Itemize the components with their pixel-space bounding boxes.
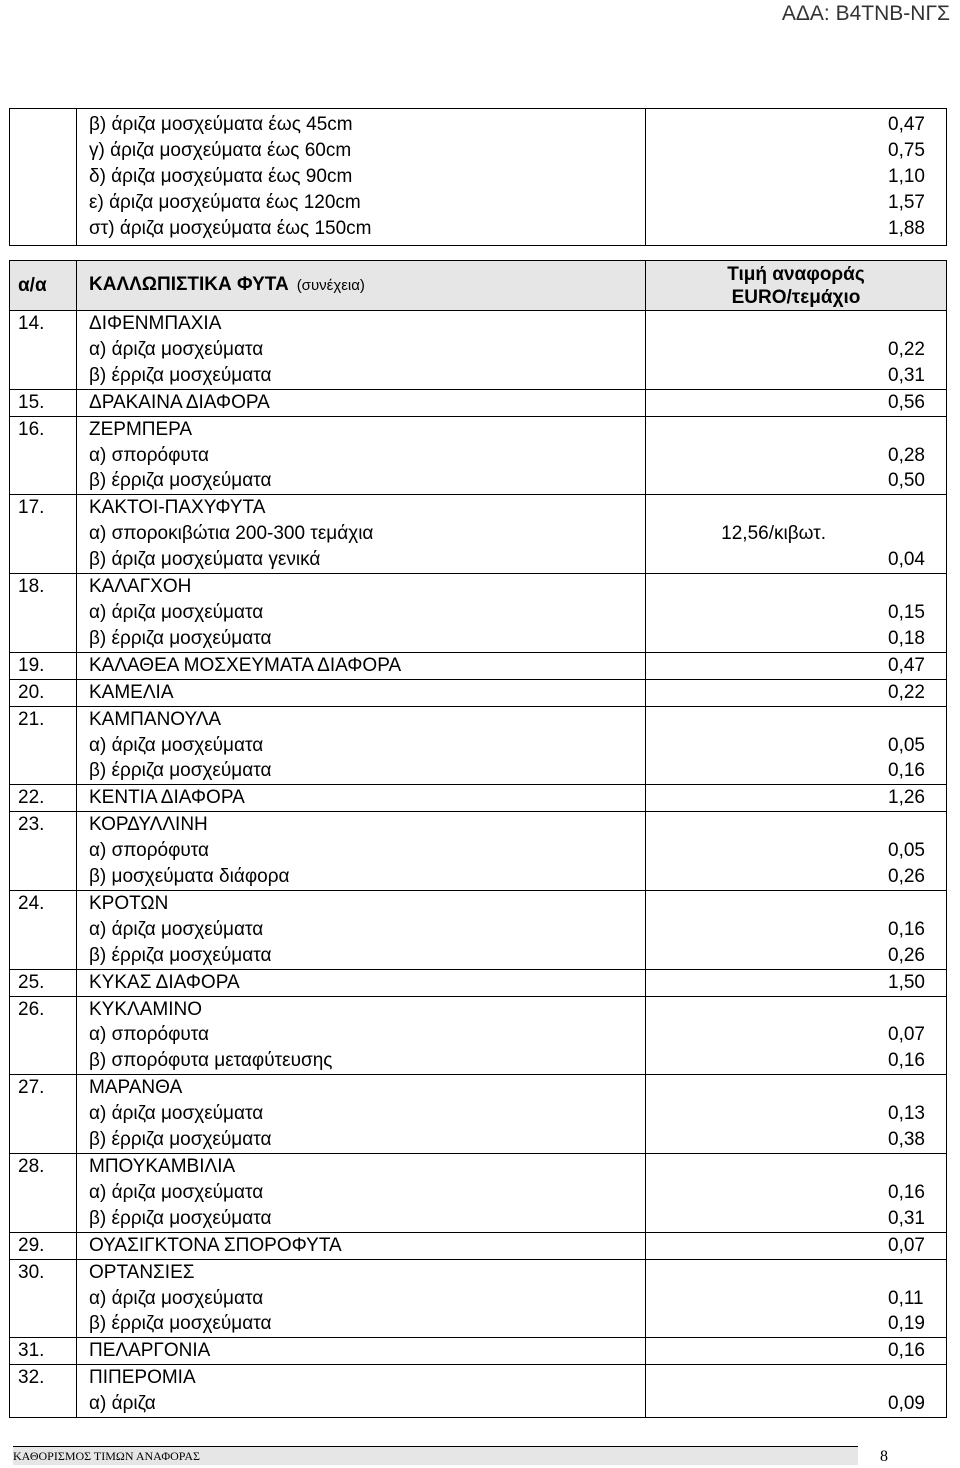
price-value: [646, 891, 946, 917]
row-number: 21.: [10, 706, 77, 785]
row-price: [646, 495, 947, 574]
item-line: γ) άριζα μοσχεύματα έως 60cm: [89, 139, 352, 161]
price-value: 0,16: [888, 1050, 925, 1072]
price-value: 1,57: [888, 191, 925, 213]
description-line: β) έρριζα μοσχεύματα: [89, 1129, 272, 1151]
description-line: α) σποροκιβώτια 200-300 τεμάχια: [89, 523, 374, 545]
table-row: [10, 1232, 947, 1259]
description-line: α) σπορόφυτα: [89, 840, 210, 862]
price-value: 0,16: [888, 1181, 925, 1203]
description-line: ΟΡΤΑΝΣΙΕΣ: [89, 1261, 195, 1283]
price-value: 0,04: [888, 549, 925, 571]
description-line: ΚΥΚΛΑΜΙΝΟ: [89, 998, 202, 1020]
price-value: 0,31: [888, 1207, 925, 1229]
row-description: [77, 389, 646, 416]
header-price: [646, 261, 947, 311]
description-line: β) άριζα μοσχεύματα γενικά: [89, 549, 321, 571]
description-line: ΖΕΡΜΠΕΡΑ: [89, 418, 193, 440]
row-number: 27.: [10, 1075, 77, 1154]
price-cell: [646, 109, 947, 246]
price-value: 1,88: [888, 217, 925, 239]
price-value: [646, 574, 946, 600]
price-value: 0,13: [888, 1103, 925, 1125]
table-header-row: [10, 261, 947, 311]
row-description: [77, 679, 646, 706]
table-row: [10, 416, 947, 495]
description-line: ΚΥΚΑΣ ΔΙΑΦΟΡΑ: [89, 971, 240, 993]
price-value: 0,75: [888, 139, 925, 161]
row-price: [646, 706, 947, 785]
description-line: ΚΑΜΠΑΝΟΥΛΑ: [89, 708, 222, 730]
row-price: [646, 812, 947, 891]
item-line: ε) άριζα μοσχεύματα έως 120cm: [89, 191, 361, 213]
price-value: [646, 1075, 946, 1101]
description-line: α) άριζα μοσχεύματα: [89, 1287, 264, 1309]
table-row: [10, 574, 947, 653]
row-number: 26.: [10, 996, 77, 1075]
row-price: [646, 1259, 947, 1338]
ada-code: ΑΔΑ: Β4ΤΝΒ-ΝΓΣ: [781, 2, 950, 25]
table-row: [10, 890, 947, 969]
row-price: [646, 1075, 947, 1154]
row-description: [77, 311, 646, 390]
item-line: δ) άριζα μοσχεύματα έως 90cm: [89, 165, 353, 187]
price-value: [646, 1154, 946, 1180]
header-index: α/α: [10, 261, 77, 311]
header-price-line1: Τιμή αναφοράς: [727, 264, 865, 285]
price-value: 0,16: [888, 760, 925, 782]
description-line: ΚΡΟΤΩΝ: [89, 892, 169, 914]
row-description: [77, 706, 646, 785]
description-line: α) άριζα μοσχεύματα: [89, 918, 264, 940]
description-line: ΜΑΡΑΝΘΑ: [89, 1077, 183, 1099]
description-line: β) έρριζα μοσχεύματα: [89, 364, 272, 386]
description-line: β) μοσχεύματα διάφορα: [89, 866, 290, 888]
row-price: [646, 416, 947, 495]
row-description: [77, 1232, 646, 1259]
row-number: 18.: [10, 574, 77, 653]
row-number: 22.: [10, 785, 77, 812]
price-value: 0,09: [888, 1393, 925, 1415]
table-row: [10, 1338, 947, 1365]
row-number: 20.: [10, 679, 77, 706]
description-line: ΔΡΑΚΑΙΝΑ ΔΙΑΦΟΡΑ: [89, 391, 270, 413]
price-value: 12,56/κιβωτ.: [721, 523, 826, 545]
row-number: 17.: [10, 495, 77, 574]
row-price: [646, 574, 947, 653]
description-line: β) έρριζα μοσχεύματα: [89, 627, 272, 649]
price-value: [646, 311, 946, 337]
price-value: 0,16: [888, 918, 925, 940]
price-table: [9, 260, 947, 1418]
header-category-title: ΚΑΛΛΩΠΙΣΤΙΚΑ ΦΥΤΑ: [89, 274, 289, 296]
table-row: [10, 495, 947, 574]
row-price: [646, 890, 947, 969]
description-line: ΚΑΛΑΓΧΟΗ: [89, 576, 192, 598]
description-line: β) έρριζα μοσχεύματα: [89, 944, 272, 966]
row-number: 32.: [10, 1365, 77, 1418]
description-line: ΚΑΚΤΟΙ-ΠΑΧΥΦΥΤΑ: [89, 497, 266, 519]
table-row: [10, 652, 947, 679]
price-value: 0,47: [888, 114, 925, 135]
row-description: [77, 996, 646, 1075]
table-row: [10, 1075, 947, 1154]
header-category: [77, 261, 646, 311]
row-number: 14.: [10, 311, 77, 390]
description-line: β) έρριζα μοσχεύματα: [89, 1207, 272, 1229]
row-price: [646, 652, 947, 679]
row-description: [77, 1154, 646, 1233]
description-line: α) άριζα μοσχεύματα: [89, 1103, 264, 1125]
price-value: 0,50: [888, 470, 925, 492]
row-description: [77, 574, 646, 653]
row-description: [77, 890, 646, 969]
table-row: [10, 969, 947, 996]
price-value: 0,07: [888, 1234, 925, 1256]
price-value: [646, 417, 946, 443]
table-row: [10, 679, 947, 706]
description-line: ΚΑΛΑΘΕΑ ΜΟΣΧΕΥΜΑΤΑ ΔΙΑΦΟΡΑ: [89, 654, 402, 676]
table-row: [10, 311, 947, 390]
description-line: β) έρριζα μοσχεύματα: [89, 1313, 272, 1335]
price-value: 0,38: [888, 1129, 925, 1151]
price-value: 1,26: [888, 787, 925, 809]
row-number: 24.: [10, 890, 77, 969]
description-line: ΟΥΑΣΙΓΚΤΟΝΑ ΣΠΟΡΟΦΥΤΑ: [89, 1234, 342, 1256]
item-line: β) άριζα μοσχεύματα έως 45cm: [89, 114, 353, 135]
header-price-line2: EURO/τεμάχιο: [731, 287, 861, 308]
description-line: α) άριζα μοσχεύματα: [89, 734, 264, 756]
price-value: 0,07: [888, 1024, 925, 1046]
price-value: 1,10: [888, 165, 925, 187]
description-line: ΚΑΜΕΛΙΑ: [89, 681, 174, 703]
price-value: [646, 707, 946, 733]
header-category-note: (συνέχεια): [296, 277, 365, 295]
price-value: 0,22: [888, 338, 925, 360]
row-number: 25.: [10, 969, 77, 996]
row-number: 31.: [10, 1338, 77, 1365]
price-value: 0,05: [888, 734, 925, 756]
row-price: [646, 1232, 947, 1259]
description-line: ΜΠΟΥΚΑΜΒΙΛΙΑ: [89, 1156, 236, 1177]
description-line: α) σπορόφυτα: [89, 1024, 210, 1046]
description-line: ΠΙΠΕΡΟΜΙΑ: [89, 1367, 196, 1389]
row-price: [646, 1338, 947, 1365]
description-line: α) άριζα: [89, 1393, 156, 1415]
price-value: 0,47: [888, 654, 925, 676]
price-value: [646, 495, 946, 521]
table-row: [10, 812, 947, 891]
price-value: 0,15: [888, 601, 925, 623]
row-description: [77, 1075, 646, 1154]
price-value: 0,26: [888, 866, 925, 888]
description-line: β) έρριζα μοσχεύματα: [89, 760, 272, 782]
item-cell: [77, 109, 646, 246]
price-value: [646, 1365, 946, 1391]
table-row: [10, 1154, 947, 1233]
row-price: [646, 996, 947, 1075]
description-line: α) σπορόφυτα: [89, 444, 210, 466]
price-value: 0,56: [888, 391, 925, 413]
row-description: [77, 785, 646, 812]
price-value: 0,31: [888, 364, 925, 386]
table-row: [10, 785, 947, 812]
price-value: 0,11: [888, 1287, 924, 1309]
price-value: 0,16: [888, 1340, 925, 1362]
price-value: 0,28: [888, 444, 925, 466]
description-line: β) έρριζα μοσχεύματα: [89, 470, 272, 492]
footer-bar: [13, 1446, 858, 1465]
row-price: [646, 1365, 947, 1418]
row-number: 30.: [10, 1259, 77, 1338]
row-description: [77, 812, 646, 891]
description-line: β) σπορόφυτα μεταφύτευσης: [89, 1050, 333, 1072]
price-value: 1,50: [888, 971, 925, 993]
item-line: στ) άριζα μοσχεύματα έως 150cm: [89, 217, 372, 239]
row-description: [77, 969, 646, 996]
table-row: [10, 1365, 947, 1418]
row-number: 23.: [10, 812, 77, 891]
price-value: 0,05: [888, 840, 925, 862]
price-value: [646, 1260, 946, 1286]
row-description: [77, 1259, 646, 1338]
description-line: ΠΕΛΑΡΓΟΝΙΑ: [89, 1340, 211, 1362]
price-value: 0,18: [888, 627, 925, 649]
description-line: ΔΙΦΕΝΜΠΑΧΙΑ: [89, 313, 222, 334]
row-number: 29.: [10, 1232, 77, 1259]
description-line: α) άριζα μοσχεύματα: [89, 1181, 264, 1203]
price-value: 0,19: [888, 1313, 925, 1335]
table-row: [10, 389, 947, 416]
row-number: 16.: [10, 416, 77, 495]
row-description: [77, 1365, 646, 1418]
description-line: ΚΕΝΤΙΑ ΔΙΑΦΟΡΑ: [89, 787, 245, 809]
row-price: [646, 679, 947, 706]
table-row: [10, 706, 947, 785]
price-value: 0,26: [888, 944, 925, 966]
page-number: 8: [880, 1448, 888, 1465]
table-row: [10, 996, 947, 1075]
row-description: [77, 495, 646, 574]
description-line: ΚΟΡΔΥΛΛΙΝΗ: [89, 814, 208, 836]
index-cell: [10, 109, 77, 246]
price-value: 0,22: [888, 681, 925, 703]
row-description: [77, 652, 646, 679]
table-row: [10, 109, 947, 246]
row-price: [646, 969, 947, 996]
price-value: [646, 997, 946, 1023]
footer-text: ΚΑΘΟΡΙΣΜΟΣ ΤΙΜΩΝ ΑΝΑΦΟΡΑΣ: [13, 1449, 201, 1463]
price-value: [646, 812, 946, 838]
row-price: [646, 785, 947, 812]
description-line: α) άριζα μοσχεύματα: [89, 338, 264, 360]
description-line: α) άριζα μοσχεύματα: [89, 601, 264, 623]
row-description: [77, 416, 646, 495]
continuation-table: [9, 108, 947, 246]
row-price: [646, 311, 947, 390]
row-number: 19.: [10, 652, 77, 679]
row-number: 15.: [10, 389, 77, 416]
row-description: [77, 1338, 646, 1365]
row-number: 28.: [10, 1154, 77, 1233]
row-price: [646, 1154, 947, 1233]
row-price: [646, 389, 947, 416]
table-row: [10, 1259, 947, 1338]
